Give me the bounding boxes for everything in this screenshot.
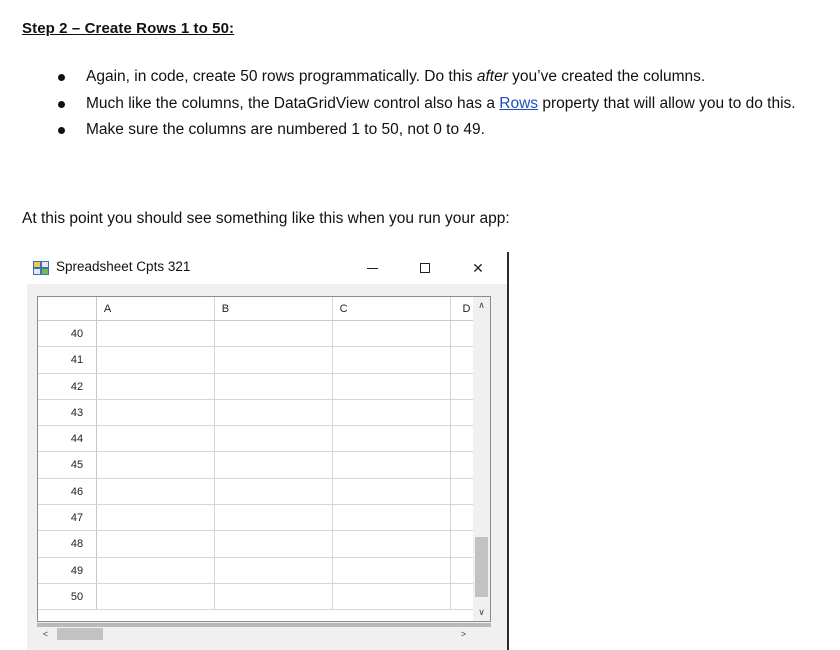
column-header-row xyxy=(38,297,490,321)
grid-cell[interactable] xyxy=(97,479,215,504)
bullet-icon xyxy=(58,101,65,108)
minimize-icon xyxy=(367,268,378,269)
column-header-c[interactable]: C xyxy=(333,297,451,320)
column-header-a[interactable]: A xyxy=(97,297,215,320)
row-header[interactable]: 44 xyxy=(38,426,97,451)
grid-cell[interactable] xyxy=(333,321,451,346)
table-row xyxy=(38,426,490,452)
maximize-button[interactable] xyxy=(405,256,445,280)
rows-link[interactable]: Rows xyxy=(499,94,539,112)
row-header[interactable]: 41 xyxy=(38,347,97,372)
table-row xyxy=(38,584,490,610)
grid-cell[interactable] xyxy=(97,531,215,556)
table-row xyxy=(38,558,490,584)
window-titlebar[interactable] xyxy=(27,252,507,284)
row-header[interactable]: 43 xyxy=(38,400,97,425)
row-header[interactable]: 40 xyxy=(38,321,97,346)
data-grid-view[interactable] xyxy=(37,296,491,622)
close-button[interactable] xyxy=(458,256,498,280)
bullet-icon xyxy=(58,127,65,134)
grid-cell[interactable] xyxy=(333,400,451,425)
maximize-icon xyxy=(420,263,430,273)
column-header-b[interactable]: B xyxy=(215,297,333,320)
window-title: Spreadsheet Cpts 321 xyxy=(56,259,191,274)
scroll-down-icon[interactable]: ∨ xyxy=(478,607,485,617)
close-icon: ✕ xyxy=(472,259,484,276)
table-row xyxy=(38,479,490,505)
grid-cell[interactable] xyxy=(97,452,215,477)
row-header[interactable]: 46 xyxy=(38,479,97,504)
list-item: Make sure the columns are numbered 1 to 50, not 0 to 49. xyxy=(58,117,828,144)
table-row xyxy=(38,400,490,426)
grid-cell[interactable] xyxy=(97,584,215,609)
grid-cell[interactable] xyxy=(215,452,333,477)
horizontal-scroll-thumb[interactable] xyxy=(57,628,103,640)
row-header[interactable]: 47 xyxy=(38,505,97,530)
grid-cell[interactable] xyxy=(333,479,451,504)
column-header-d[interactable]: D xyxy=(462,303,471,315)
minimize-button[interactable] xyxy=(352,256,392,280)
grid-cell[interactable] xyxy=(97,426,215,451)
grid-cell[interactable] xyxy=(215,505,333,530)
row-header[interactable]: 50 xyxy=(38,584,97,609)
vertical-scroll-thumb[interactable] xyxy=(475,537,488,597)
grid-cell[interactable] xyxy=(215,479,333,504)
grid-rows xyxy=(38,321,490,610)
list-item: Again, in code, create 50 rows programmatically. Do this after you’ve created the columns. xyxy=(58,64,828,91)
scroll-up-icon[interactable]: ∧ xyxy=(478,300,485,310)
grid-cell[interactable] xyxy=(333,347,451,372)
row-header[interactable]: 45 xyxy=(38,452,97,477)
app-icon xyxy=(33,261,49,275)
table-row xyxy=(38,374,490,400)
corner-header[interactable] xyxy=(38,297,97,320)
grid-cell[interactable] xyxy=(97,347,215,372)
bullet-icon xyxy=(58,74,65,81)
vertical-scrollbar[interactable] xyxy=(473,297,490,621)
step-heading: Step 2 – Create Rows 1 to 50: xyxy=(22,20,235,37)
instruction-list xyxy=(58,64,828,144)
horizontal-scrollbar[interactable] xyxy=(37,623,491,641)
grid-cell[interactable] xyxy=(215,374,333,399)
grid-cell[interactable] xyxy=(215,347,333,372)
grid-cell[interactable] xyxy=(333,505,451,530)
scroll-right-icon[interactable]: > xyxy=(460,629,467,639)
table-row xyxy=(38,531,490,557)
table-row xyxy=(38,452,490,478)
grid-cell[interactable] xyxy=(333,531,451,556)
scroll-left-icon[interactable]: < xyxy=(42,629,49,639)
grid-cell[interactable] xyxy=(97,400,215,425)
row-header[interactable]: 42 xyxy=(38,374,97,399)
grid-cell[interactable] xyxy=(215,558,333,583)
grid-cell[interactable] xyxy=(97,558,215,583)
grid-cell[interactable] xyxy=(97,374,215,399)
grid-cell[interactable] xyxy=(215,426,333,451)
grid-cell[interactable] xyxy=(215,531,333,556)
grid-cell[interactable] xyxy=(333,558,451,583)
table-row xyxy=(38,505,490,531)
grid-cell[interactable] xyxy=(97,321,215,346)
list-item: Much like the columns, the DataGridView control also has a Rows property that will allow you to do this. xyxy=(58,91,828,118)
grid-cell[interactable] xyxy=(333,584,451,609)
grid-cell[interactable] xyxy=(333,374,451,399)
grid-cell[interactable] xyxy=(333,452,451,477)
app-window xyxy=(27,252,509,650)
grid-cell[interactable] xyxy=(333,426,451,451)
table-row xyxy=(38,347,490,373)
grid-cell[interactable] xyxy=(215,400,333,425)
row-header[interactable]: 49 xyxy=(38,558,97,583)
grid-cell[interactable] xyxy=(215,584,333,609)
grid-cell[interactable] xyxy=(215,321,333,346)
grid-cell[interactable] xyxy=(97,505,215,530)
table-row xyxy=(38,321,490,347)
intro-text: At this point you should see something like this when you run your app: xyxy=(22,210,510,227)
row-header[interactable]: 48 xyxy=(38,531,97,556)
